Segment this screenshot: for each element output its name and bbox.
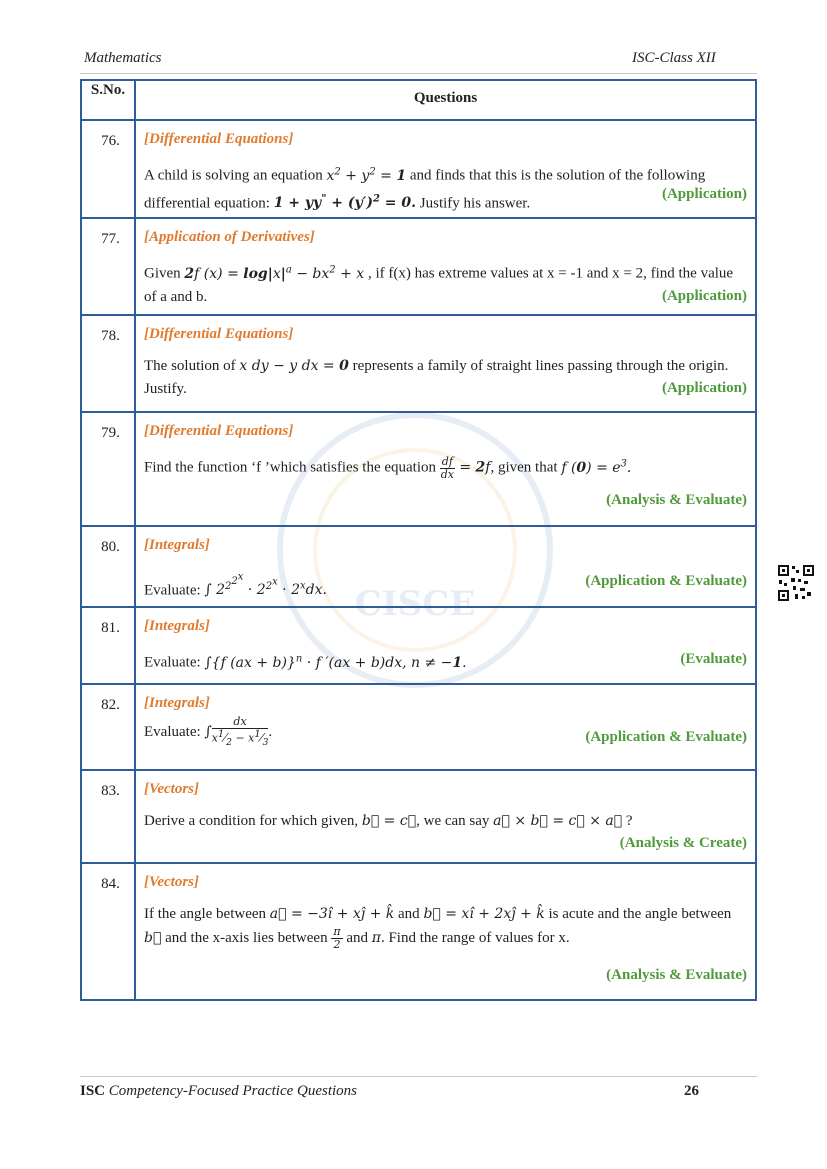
question-number: 80. [81, 526, 135, 607]
header-subject: Mathematics [84, 50, 162, 66]
question-number: 81. [81, 607, 135, 684]
question-topic: [Application of Derivatives] [144, 229, 315, 245]
question-body [135, 684, 756, 770]
question-text: Given 2f $(x) = \log|x|^a - bx^2 + x$ , if f(x) has extreme values at x = -1 and x = 2, find the value of a and b. [144, 264, 734, 305]
question-topic: [Vectors] [144, 874, 199, 890]
question-body [135, 315, 756, 412]
question-skill-tag: (Application) [661, 186, 747, 202]
question-row [81, 218, 756, 315]
qr-code [777, 564, 815, 602]
question-row [81, 684, 756, 770]
question-number: 84. [81, 863, 135, 1000]
question-number: 82. [81, 684, 135, 770]
question-number: 83. [81, 770, 135, 863]
question-topic: [Integrals] [144, 537, 210, 553]
question-text: The solution of x dy − y dx = 0 represents a family of straight lines passing through the origin. Justify. [144, 358, 729, 397]
question-skill-tag: (Analysis & Create) [619, 835, 747, 851]
watermark-label: CISCE [354, 584, 476, 624]
question-body [135, 607, 756, 684]
question-row [81, 607, 756, 684]
page-number: 26 [684, 1083, 699, 1099]
question-text: Find the function ‘f ’which satisfies the equation $\frac{df}{dx}$ = 2f, given that f $(0) = e^3$. [144, 454, 632, 481]
question-body [135, 120, 756, 218]
question-topic: [Integrals] [144, 618, 210, 634]
question-text: Evaluate: ∫{f (ax + b)}$^n$ · f ′(ax + b)dx, n ≠ −1. [144, 653, 467, 671]
question-text: A child is solving an equation $x^2 + y^2 = 1$ and finds that this is the solution of the following differential equation: $1 + yy^" + (y')^2 = 0$. Justify his answer. [144, 166, 706, 212]
question-row [81, 315, 756, 412]
question-number: 76. [81, 120, 135, 218]
question-row [81, 770, 756, 863]
col-header-questions: Questions [135, 80, 756, 120]
question-skill-tag: (Analysis & Evaluate) [606, 967, 747, 983]
header-divider [80, 73, 757, 74]
question-skill-tag: (Application) [661, 380, 747, 396]
question-text: Evaluate: ∫ $2^{2^{2^x}} \cdot 2^{2^x} \cdot 2^xdx$. [144, 572, 327, 599]
question-skill-tag: (Application) [661, 288, 747, 304]
question-text: Derive a condition for which given, b⃗ = c⃗, we can say a⃗ × b⃗ = c⃗ × a⃗ ? [144, 813, 633, 829]
question-topic: [Differential Equations] [144, 423, 294, 439]
question-skill-tag: (Application & Evaluate) [585, 729, 747, 745]
question-body [135, 526, 756, 607]
question-topic: [Vectors] [144, 781, 199, 797]
header-class: ISC-Class XII [632, 50, 716, 66]
question-number: 78. [81, 315, 135, 412]
question-topic: [Differential Equations] [144, 326, 294, 342]
question-body [135, 412, 756, 526]
question-skill-tag: (Application & Evaluate) [585, 573, 747, 589]
questions-table [80, 79, 757, 1001]
question-row [81, 120, 756, 218]
question-topic: [Differential Equations] [144, 131, 294, 147]
question-body [135, 218, 756, 315]
footer-title: ISC Competency-Focused Practice Questions [80, 1083, 358, 1099]
question-topic: [Integrals] [144, 695, 210, 711]
footer-divider [80, 1076, 757, 1077]
question-body [135, 863, 756, 1000]
question-skill-tag: (Analysis & Evaluate) [606, 492, 747, 508]
question-text: Evaluate: ∫ $\frac{dx}{x^1⁄_2 - x^1⁄_3}$ . [144, 715, 273, 748]
question-row [81, 412, 756, 526]
question-text: If the angle between a⃗ = −3î + xĵ + k̂ and b⃗ = xî + 2xĵ + k̂ is acute and the angle between b⃗ and the x-axis lies between $\frac{\pi}{2}$ and π. Find the range of values for x. [144, 906, 732, 951]
question-number: 77. [81, 218, 135, 315]
question-body [135, 770, 756, 863]
question-skill-tag: (Evaluate) [680, 651, 747, 667]
question-row [81, 863, 756, 1000]
question-row [81, 526, 756, 607]
col-header-sno: S.No. [81, 80, 135, 120]
question-number: 79. [81, 412, 135, 526]
